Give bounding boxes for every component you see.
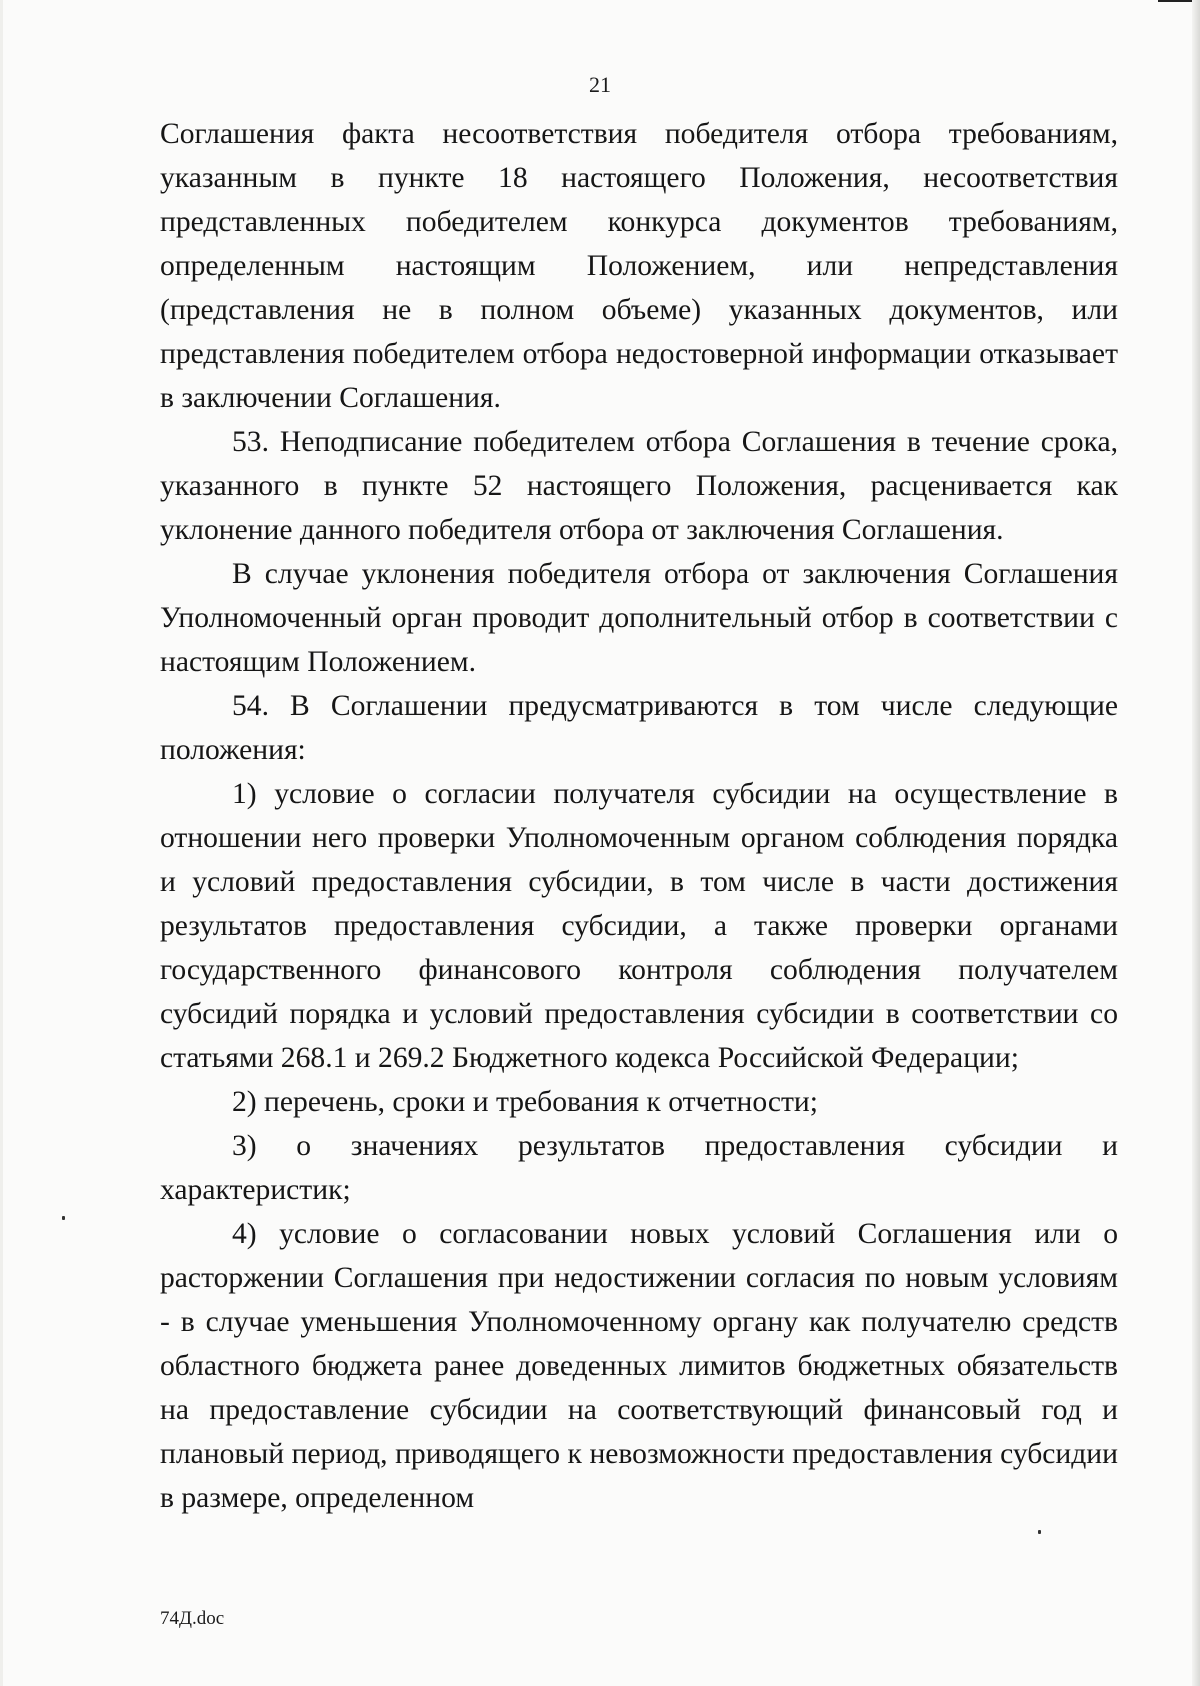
paragraph-53: 53. Неподписание победителем отбора Соглашения в течение срока, указанного в пункте 52 настоящего Положения, расценивается как уклонение данного победителя отбора от заключения Соглашения. bbox=[160, 426, 1118, 546]
document-body bbox=[160, 112, 1118, 1520]
scan-top-mark bbox=[1158, 0, 1192, 2]
list-item-3: 3) о значениях результатов предоставления субсидии и характеристик; bbox=[160, 1130, 1118, 1206]
page-number: 21 bbox=[589, 72, 611, 97]
scan-speck bbox=[1038, 1530, 1041, 1534]
list-item-1: 1) условие о согласии получателя субсидии на осуществление в отношении него проверки Уполномоченным органом соблюдения порядка и условий предоставления субсидии, в том числе в части достижения результатов предоставления субсидии, а также проверки органами государственного финансового контроля соблюдения получателем субсидий порядка и условий предоставления субсидии в соответствии со статьями 268.1 и 269.2 Бюджетного кодекса Российской Федерации; bbox=[160, 778, 1118, 1074]
paragraph-evasion-case: В случае уклонения победителя отбора от заключения Соглашения Уполномоченный орган проводит дополнительный отбор в соответствии с настоящим Положением. bbox=[160, 558, 1118, 678]
list-item-4: 4) условие о согласовании новых условий Соглашения или о расторжении Соглашения при недостижении согласия по новым условиям - в случае уменьшения Уполномоченному органу как получателю средств областного бюджета ранее доведенных лимитов бюджетных обязательств на предоставление субсидии на соответствующий финансовый год и плановый период, приводящего к невозможности предоставления субсидии в размере, определенном bbox=[160, 1218, 1118, 1514]
scan-left-edge bbox=[0, 0, 3, 1686]
scan-speck bbox=[62, 1216, 65, 1220]
list-item-2: 2) перечень, сроки и требования к отчетности; bbox=[232, 1086, 818, 1118]
paragraph-54: 54. В Соглашении предусматриваются в том числе следующие положения: bbox=[160, 690, 1118, 766]
paragraph-continuation: Соглашения факта несоответствия победителя отбора требованиям, указанным в пункте 18 настоящего Положения, несоответствия представленных победителем конкурса документов требованиям, определенным настоящим Положением, или непредставления (представления не в полном объеме) указанных документов, или представления победителем отбора недостоверной информации отказывает в заключении Соглашения. bbox=[160, 118, 1118, 414]
scan-right-edge bbox=[1192, 0, 1200, 1686]
footer-filename: 74Д.doc bbox=[160, 1608, 225, 1629]
